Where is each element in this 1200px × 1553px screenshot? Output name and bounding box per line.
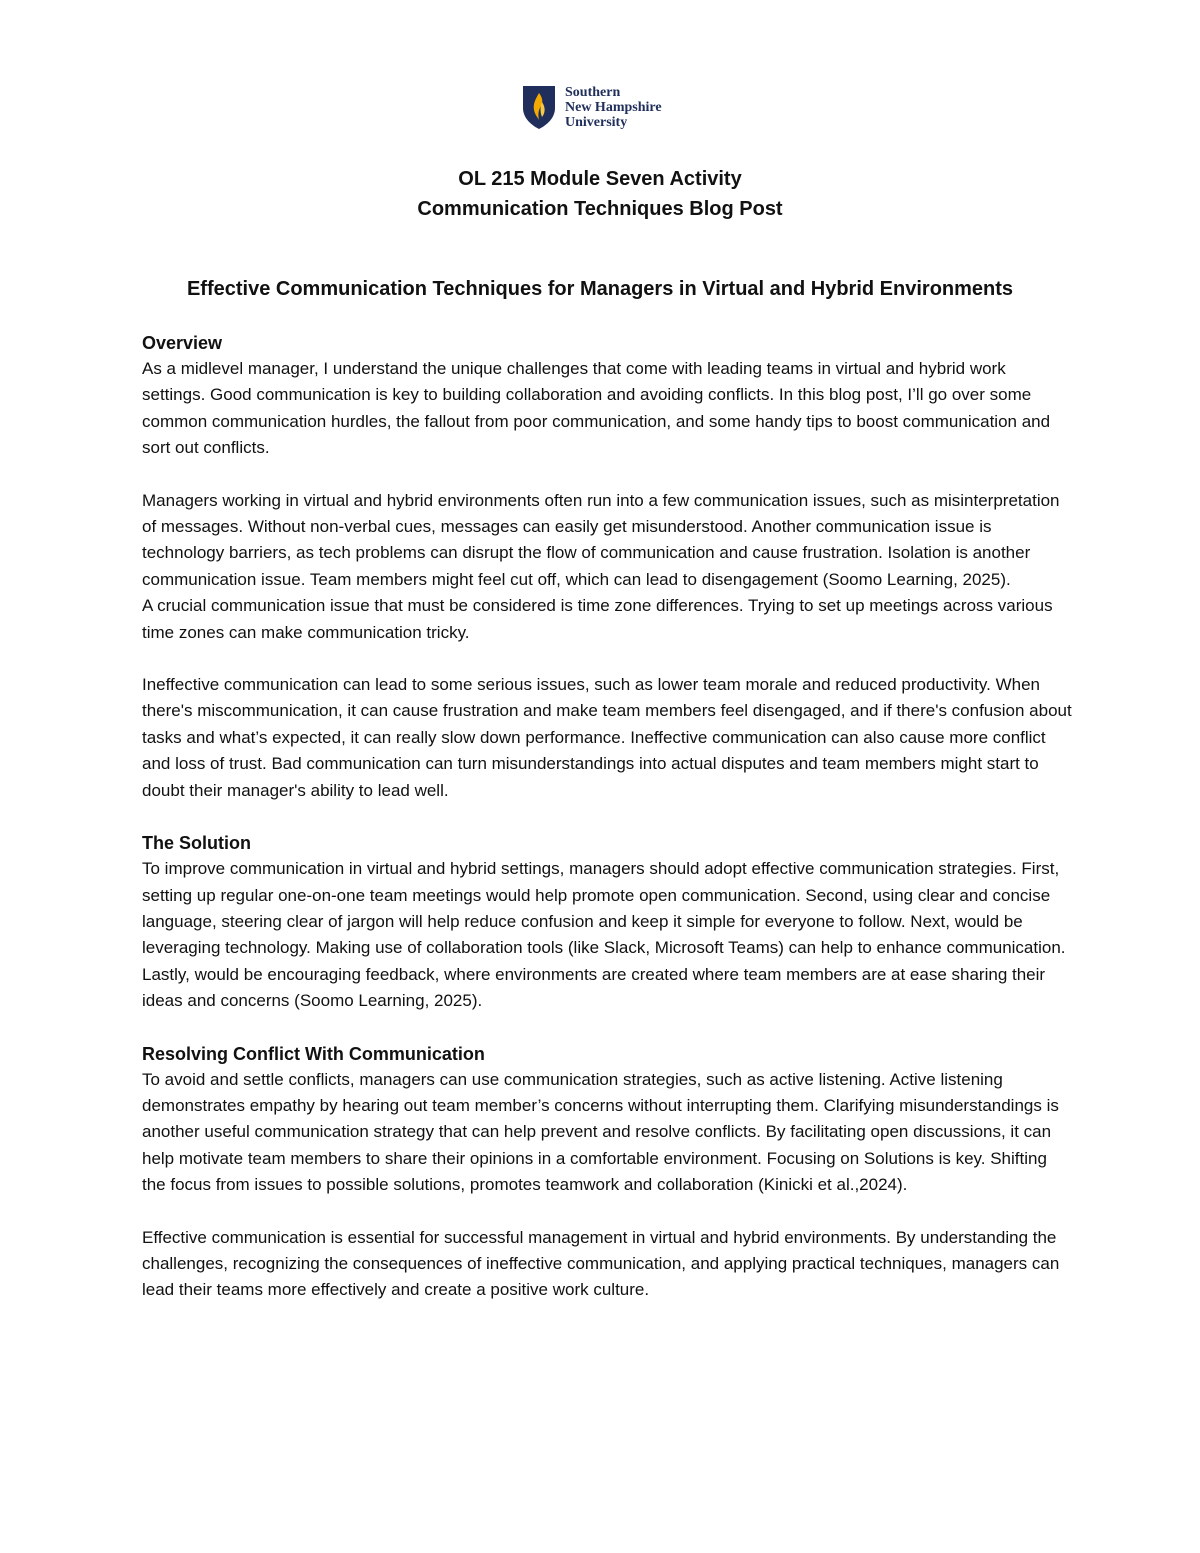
solution-paragraph-1: To improve communication in virtual and hybrid settings, managers should adopt effective communication strategies. First, setting up regular one-on-one team meetings would help promote open communication. Second, using clear and concise language, steering clear of jargon will help reduce confusion and keep it simple for everyone to follow. Next, would be leveraging technology. Making use of collaboration tools (like Slack, Microsoft Teams) can help to enhance communication. Lastly, would be encouraging feedback, where environments are created where team members are at ease sharing their ideas and concerns (Soomo Learning, 2025). [142,859,1066,1011]
blog-title: Effective Communication Techniques for Managers in Virtual and Hybrid Environments [186,278,1014,300]
overview-paragraph-4: Ineffective communication can lead to some serious issues, such as lower team morale and reduced productivity. When there's miscommunication, it can cause frustration and make team members feel disengaged, and if there's confusion about tasks and what’s expected, it can really slow down performance. Ineffective communication can also cause more conflict and loss of trust. Bad communication can turn misunderstandings into actual disputes and team members might start to doubt their manager's ability to lead well. [142,675,1072,800]
assignment-title: Communication Techniques Blog Post [417,198,783,220]
university-logo [521,84,662,130]
overview-paragraph-3: A crucial communication issue that must be considered is time zone differences. Trying to set up meetings across various time zones can make communication tricky. [142,596,1053,642]
overview-paragraph-1: As a midlevel manager, I understand the unique challenges that come with leading teams in virtual and hybrid work settings. Good communication is key to building collaboration and avoiding conflicts. In this blog post, I’ll go over some common communication hurdles, the fallout from poor communication, and some handy tips to boost communication and sort out conflicts. [142,359,1051,458]
shield-flame-icon [521,84,557,130]
conclusion-paragraph: Effective communication is essential for successful management in virtual and hybrid environments. By understanding the challenges, recognizing the consequences of ineffective communication, and applying practical techniques, managers can lead their teams more effectively and create a positive work culture. [142,1227,1060,1300]
logo-wordmark [565,85,662,130]
overview-heading: Overview [142,333,223,353]
logo-line-2: New Hampshire [565,99,662,115]
logo-line-3: University [565,114,628,130]
course-title: OL 215 Module Seven Activity [458,168,742,190]
overview-paragraph-2: Managers working in virtual and hybrid environments often run into a few communication issues, such as misinterpretation of messages. Without non-verbal cues, messages can easily get misunderstood. Another communication issue is technology barriers, as tech problems can disrupt the flow of communication and cause frustration. Isolation is another communication issue. Team members might feel cut off, which can lead to disengagement (Soomo Learning, 2025). [142,490,1060,589]
document-body [142,330,1072,1304]
conflict-heading: Resolving Conflict With Communication [142,1043,485,1064]
logo-line-1: Southern [565,84,621,100]
conflict-paragraph-1: To avoid and settle conflicts, managers can use communication strategies, such as active listening. Active listening demonstrates empathy by hearing out team member’s concerns without interrupting them. Clarifying misunderstandings is another useful communication strategy that can help prevent and resolve conflicts. By facilitating open discussions, it can help motivate team members to share their opinions in a comfortable environment. Focusing on Solutions is key. Shifting the focus from issues to possible solutions, promotes teamwork and collaboration (Kinicki et al.,2024). [142,1069,1059,1195]
solution-heading: The Solution [142,833,251,854]
